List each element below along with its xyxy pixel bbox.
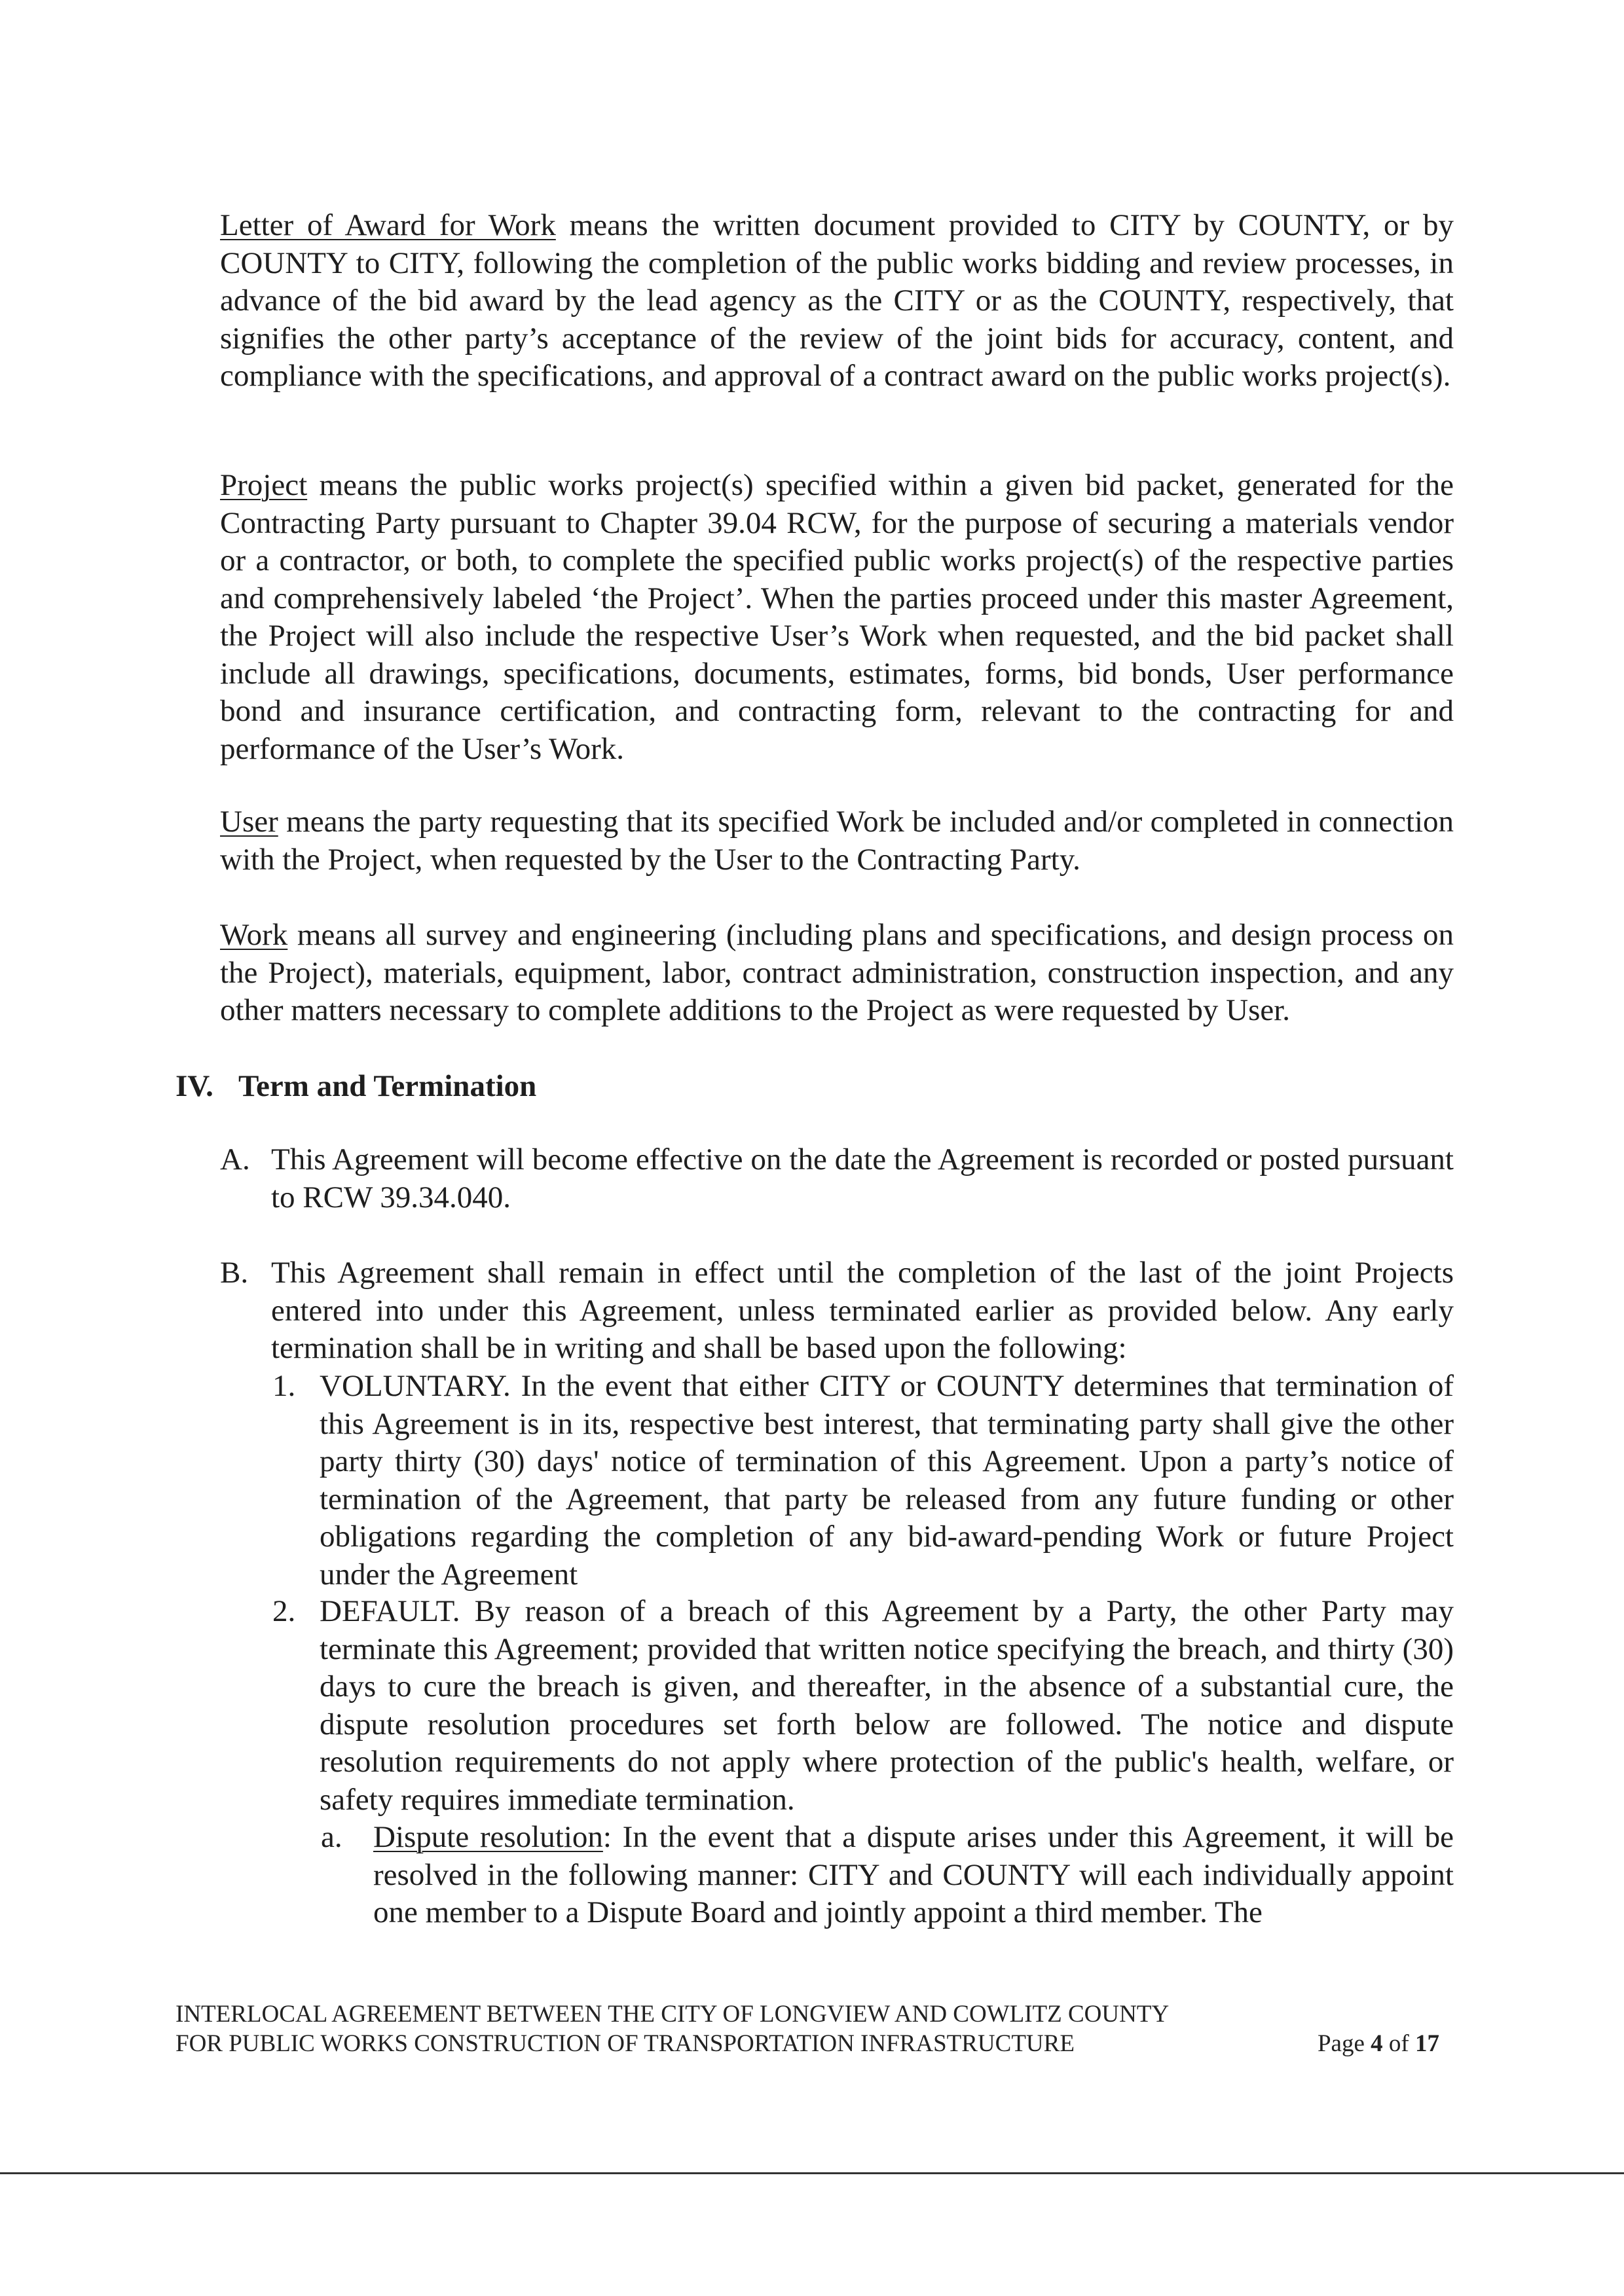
list-item-text: DEFAULT. By reason of a breach of this Agreement by a Party, the other Party may terminate this Agreement; provided that written notice specifying the breach, and thirty (30) days to cure the breach is given, and thereafter, in the absence of a substantial cure, the dispute resolution procedures set forth below are followed. The notice and dispute resolution requirements do not apply where protection of the public's health, welfare, or safety requires immediate termination.: [320, 1594, 1454, 1817]
list-marker: a.: [321, 1820, 342, 1854]
definition-letter-of-award: [220, 207, 1454, 395]
list-item-term: Dispute resolution: [373, 1820, 603, 1854]
page-number-current: 4: [1371, 2030, 1383, 2057]
list-marker: A.: [220, 1142, 250, 1176]
definition-work: [220, 917, 1454, 1030]
page-number-prefix: Page: [1317, 2030, 1371, 2057]
definition-text: means the public works project(s) specified within a given bid packet, generated for the Contracting Party pursuant to Chapter 39.04 RCW, for the purpose of securing a materials vendor or a contractor, or both, to complete the specified public works project(s) of the respective parties and comprehensively labeled ‘the Project’. When the parties proceed under this master Agreement, the Project will also include the respective User’s Work when requested, and the bid packet shall include all drawings, specifications, documents, estimates, forms, bid bonds, User performance bond and insurance certification, and contracting form, relevant to the contracting for and performance of the User’s Work.: [220, 468, 1454, 766]
list-item-b: [220, 1254, 1454, 1368]
section-heading: [175, 1068, 536, 1104]
list-marker: B.: [220, 1256, 249, 1290]
definition-project: [220, 467, 1454, 768]
page-number-separator: of: [1382, 2030, 1415, 2057]
definition-term: Project: [220, 468, 308, 502]
list-marker: 1.: [272, 1369, 296, 1403]
definition-term: Letter of Award for Work: [220, 208, 556, 242]
list-item-text: VOLUNTARY. In the event that either CITY or COUNTY determines that termination of this Agreement is in its, respective best interest, that terminating party shall give the other party thirty (30) days' notice of termination of this Agreement. Upon a party’s notice of termination of the Agreement, that party be released from any future funding or other obligations regarding the completion of any bid-award-pending Work or future Project under the Agreement: [320, 1369, 1454, 1592]
list-item-b1: [272, 1368, 1454, 1594]
definition-term: Work: [220, 918, 288, 952]
list-item-a: [220, 1141, 1454, 1216]
footer-title-line-2: FOR PUBLIC WORKS CONSTRUCTION OF TRANSPORTATION INFRASTRUCTURE: [175, 2030, 1075, 2057]
page-number: [1318, 2029, 1439, 2058]
definition-text: means the party requesting that its specified Work be included and/or completed in connection with the Project, when requested by the User to the Contracting Party.: [220, 805, 1454, 877]
list-item-b2: [272, 1593, 1454, 1819]
section-number: IV.: [175, 1069, 213, 1103]
list-marker: 2.: [272, 1594, 296, 1628]
list-item-text: This Agreement shall remain in effect until the completion of the last of the joint Projects entered into under this Agreement, unless terminated earlier as provided below. Any early termination shall be in writing and shall be based upon the following:: [271, 1256, 1454, 1365]
footer-title-line-1: INTERLOCAL AGREEMENT BETWEEN THE CITY OF LONGVIEW AND COWLITZ COUNTY: [175, 2001, 1170, 2028]
definition-user: [220, 803, 1454, 879]
definition-term: User: [220, 805, 278, 839]
scan-edge-rule: [0, 2172, 1624, 2174]
list-item-text: : In the event that a dispute arises under this Agreement, it will be resolved in the following manner: CITY and COUNTY will each individually appoint one member to a Dispute Board and jointly appoint a third member. The: [373, 1820, 1454, 1929]
list-item-text: This Agreement will become effective on the date the Agreement is recorded or posted pursuant to RCW 39.34.040.: [271, 1142, 1454, 1214]
page-number-total: 17: [1415, 2030, 1439, 2057]
definition-text: means the written document provided to CITY by COUNTY, or by COUNTY to CITY, following the completion of the public works bidding and review processes, in advance of the bid award by the lead agency as the CITY or as the COUNTY, respectively, that signifies the other party’s acceptance of the review of the joint bids for accuracy, content, and compliance with the specifications, and approval of a contract award on the public works project(s).: [220, 208, 1454, 393]
section-title: Term and Termination: [238, 1069, 537, 1103]
list-item-b2a: [321, 1819, 1454, 1932]
page-footer: [175, 1999, 1439, 2058]
definition-text: means all survey and engineering (including plans and specifications, and design process on the Project), materials, equipment, labor, contract administration, construction inspection, and any other matters necessary to complete additions to the Project as were requested by User.: [220, 918, 1454, 1027]
